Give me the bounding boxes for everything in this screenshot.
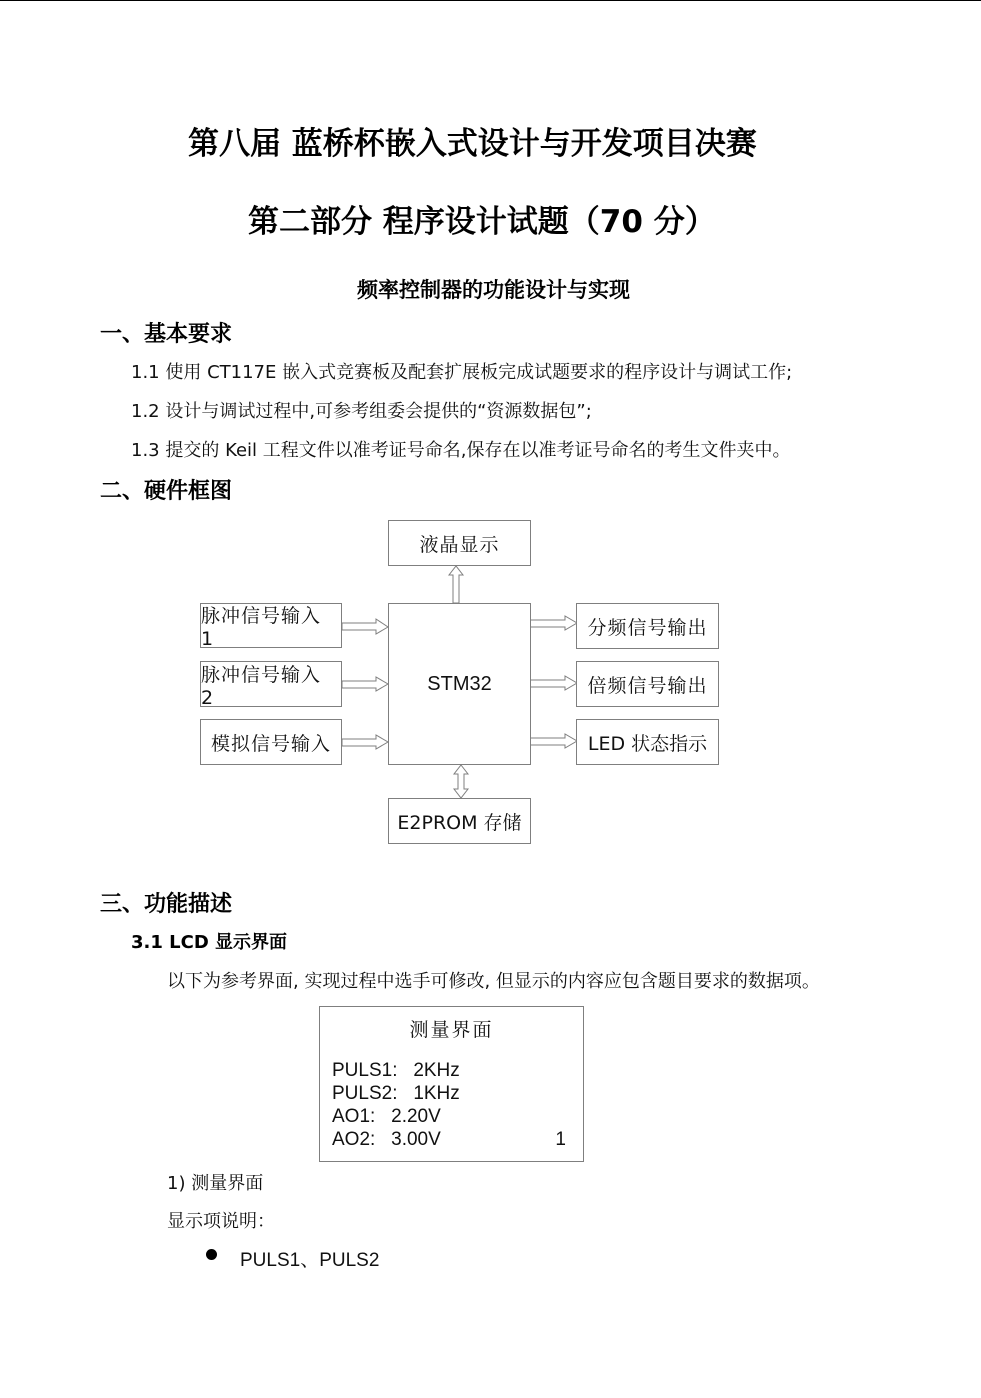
requirement-item-3: 1.3 提交的 Keil 工程文件以准考证号命名,保存在以准考证号命名的考生文件夹中。 (131, 440, 791, 461)
lcd-row-ao1: AO1: 2.20V (332, 1106, 441, 1127)
section-heading-function-description: 三、功能描述 (100, 892, 233, 917)
block-divided-freq-output: 分频信号输出 (576, 603, 719, 649)
arrow-right-icon (342, 735, 388, 749)
document-subtitle-part: 第二部分 程序设计试题（70 分） (248, 204, 716, 240)
lcd-intro-text: 以下为参考界面, 实现过程中选手可修改, 但显示的内容应包含题目要求的数据项。 (167, 971, 820, 992)
arrow-right-icon (342, 677, 388, 691)
arrow-right-icon (530, 734, 577, 748)
block-lcd-display: 液晶显示 (388, 520, 531, 566)
lcd-row-puls1: PULS1: 2KHz (332, 1060, 460, 1081)
lcd-screen-title: 测量界面 (409, 1020, 494, 1041)
requirement-item-2: 1.2 设计与调试过程中,可参考组委会提供的“资源数据包”; (131, 401, 592, 422)
lcd-caption: 1) 测量界面 (167, 1173, 264, 1194)
arrow-up-icon (449, 566, 463, 603)
bullet-icon (206, 1249, 217, 1260)
block-pulse-input-1: 脉冲信号输入 1 (200, 603, 342, 648)
block-pulse-input-2: 脉冲信号输入 2 (200, 661, 342, 707)
block-analog-input: 模拟信号输入 (200, 719, 342, 765)
display-item-puls: PULS1、PULS2 (240, 1250, 380, 1271)
arrow-bidirectional-icon (454, 765, 468, 798)
exam-topic-title: 频率控制器的功能设计与实现 (357, 278, 630, 302)
document-title: 第八届 蓝桥杯嵌入式设计与开发项目决赛 (188, 126, 757, 162)
arrow-right-icon (530, 616, 577, 630)
subsection-heading-lcd-interface: 3.1 LCD 显示界面 (131, 932, 288, 953)
block-multiplied-freq-output: 倍频信号输出 (576, 661, 719, 707)
requirement-item-1: 1.1 使用 CT117E 嵌入式竞赛板及配套扩展板完成试题要求的程序设计与调试工作; (131, 362, 793, 383)
display-items-label: 显示项说明： (167, 1211, 275, 1232)
block-led-status: LED 状态指示 (576, 719, 719, 765)
section-heading-hardware-diagram: 二、硬件框图 (100, 479, 233, 504)
block-stm32: STM32 (388, 603, 531, 765)
section-heading-basic-requirements: 一、基本要求 (100, 322, 233, 347)
block-eeprom-storage: E2PROM 存储 (388, 798, 531, 844)
lcd-row-ao2: AO2: 3.00V (332, 1129, 441, 1150)
lcd-row-puls2: PULS2: 1KHz (332, 1083, 460, 1104)
arrow-right-icon (530, 676, 577, 690)
lcd-page-index: 1 (555, 1129, 566, 1150)
lcd-reference-screen (319, 1006, 584, 1162)
arrow-right-icon (342, 619, 388, 634)
